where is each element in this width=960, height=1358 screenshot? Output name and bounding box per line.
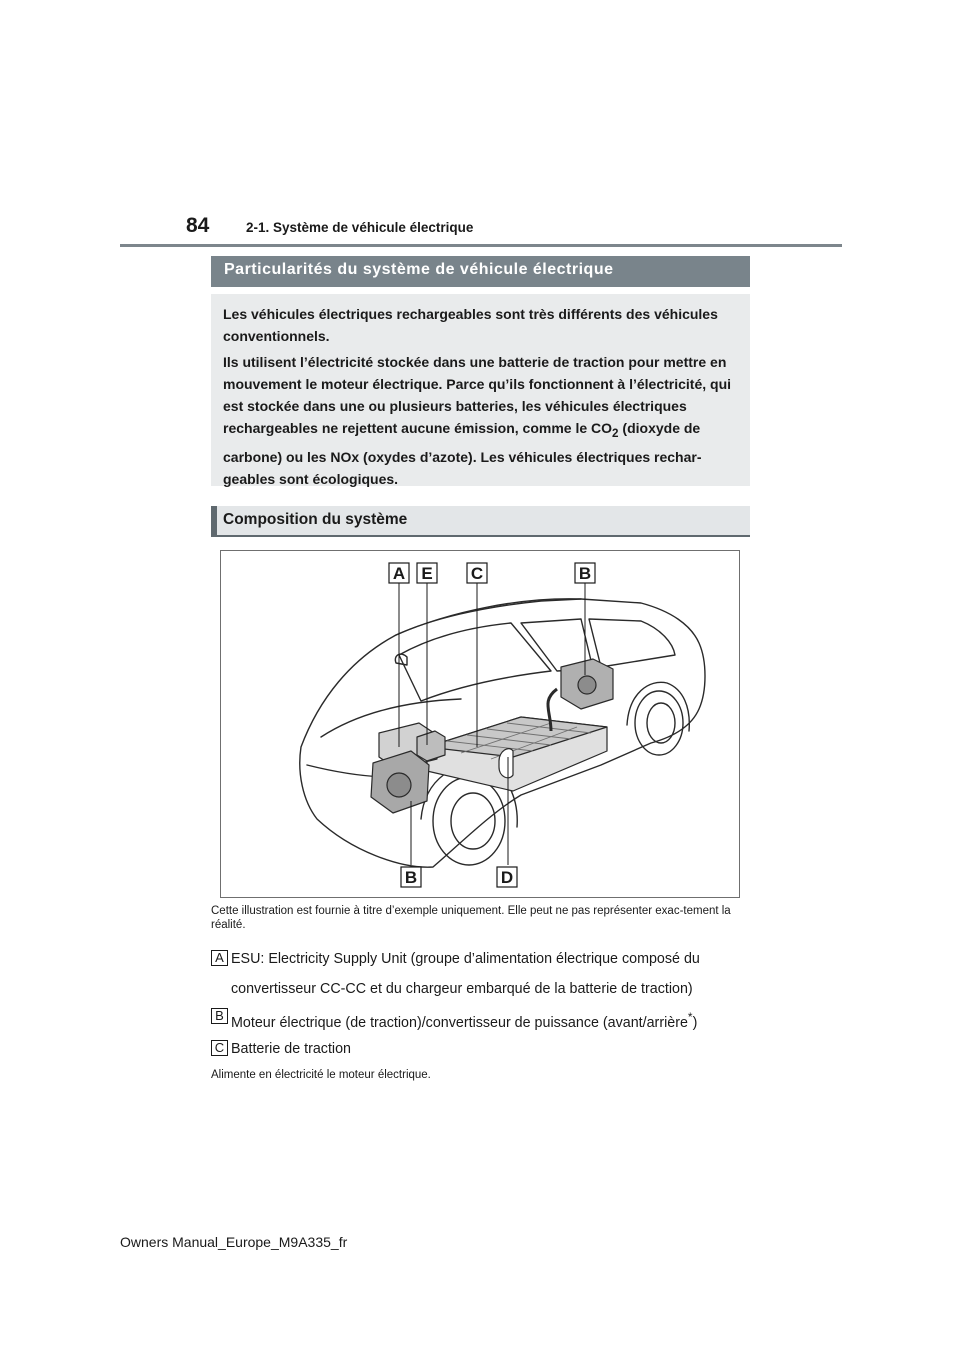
callout-label-d: D — [500, 868, 514, 887]
intro-text-part-2: (dioxyde de carbone) ou les NOx (oxydes d’azote). Les véhicules électriques rechar-geables sont écologiques. — [223, 420, 702, 487]
legend-text-c: Batterie de traction — [231, 1041, 352, 1057]
callout-label-e: E — [421, 564, 433, 583]
front-wheel — [433, 777, 505, 865]
callout-label-a: A — [392, 564, 406, 583]
intro-paragraph-2 — [223, 351, 738, 491]
legend-item-b — [211, 1002, 750, 1038]
footnote-marker: * — [687, 1010, 693, 1024]
legend-text-a: ESU: Electricity Supply Unit (groupe d’alimentation électrique composé du convertisseur CC-CC et du chargeur embarqué de la batterie de traction) — [231, 951, 700, 997]
figure-caption: Cette illustration est fournie à titre d’exemple uniquement. Elle peut ne pas représenter exac-tement la réalité. — [211, 905, 731, 931]
subsection-title: Composition du système — [211, 506, 750, 537]
callout-label-b-bottom: B — [404, 868, 418, 887]
side-window-rear — [589, 619, 675, 667]
header-divider — [120, 244, 842, 247]
legend-key-a: A — [211, 950, 228, 966]
intro-text-part-1: Ils utilisent l’électricité stockée dans une batterie de traction pour mettre en mouvement le moteur électrique. Parce qu’ils fonctionnent à l’électricité, qui est stockée dans une ou plusieurs batteries, les véhicules électriques rechargeables ne rejettent aucune émission, comme le CO — [223, 353, 732, 437]
roof-line — [396, 599, 581, 635]
vehicle-system-figure — [220, 550, 740, 898]
auxiliary-unit — [417, 731, 445, 761]
section-title: Particularités du système de véhicule électrique — [211, 256, 750, 287]
rear-wheel-rim — [647, 703, 675, 743]
note-text: Alimente en électricité le moteur électrique. — [211, 1069, 431, 1081]
windshield — [399, 623, 551, 701]
charging-inlet — [499, 749, 513, 778]
intro-paragraph-1: Les véhicules électriques rechargeables sont très différents des véhicules conventionnels. — [223, 306, 718, 345]
rear-motor-hub — [578, 676, 596, 694]
legend-text-b-end: ) — [692, 1014, 698, 1031]
front-motor-hub — [387, 773, 411, 797]
callout-label-b-top: B — [578, 564, 592, 583]
legend-text-b-main: Moteur électrique (de traction)/convertisseur de puissance (avant/arrière — [231, 1014, 688, 1031]
callout-label-c: C — [470, 564, 484, 583]
rear-wheel — [635, 691, 683, 755]
legend-text-b — [231, 1002, 750, 1038]
legend-item-c — [211, 1034, 750, 1064]
vehicle-illustration — [221, 551, 741, 899]
legend-item-a — [211, 944, 750, 1004]
intro-box — [211, 294, 750, 486]
footer-doc-id: Owners Manual_Europe_M9A335_fr — [120, 1234, 348, 1250]
section-breadcrumb: 2-1. Système de véhicule électrique — [246, 220, 474, 235]
legend-key-c: C — [211, 1040, 228, 1056]
legend-key-b: B — [211, 1008, 228, 1024]
co2-subscript: 2 — [612, 427, 619, 441]
page-number: 84 — [186, 214, 210, 237]
front-wheel-rim — [451, 793, 495, 849]
